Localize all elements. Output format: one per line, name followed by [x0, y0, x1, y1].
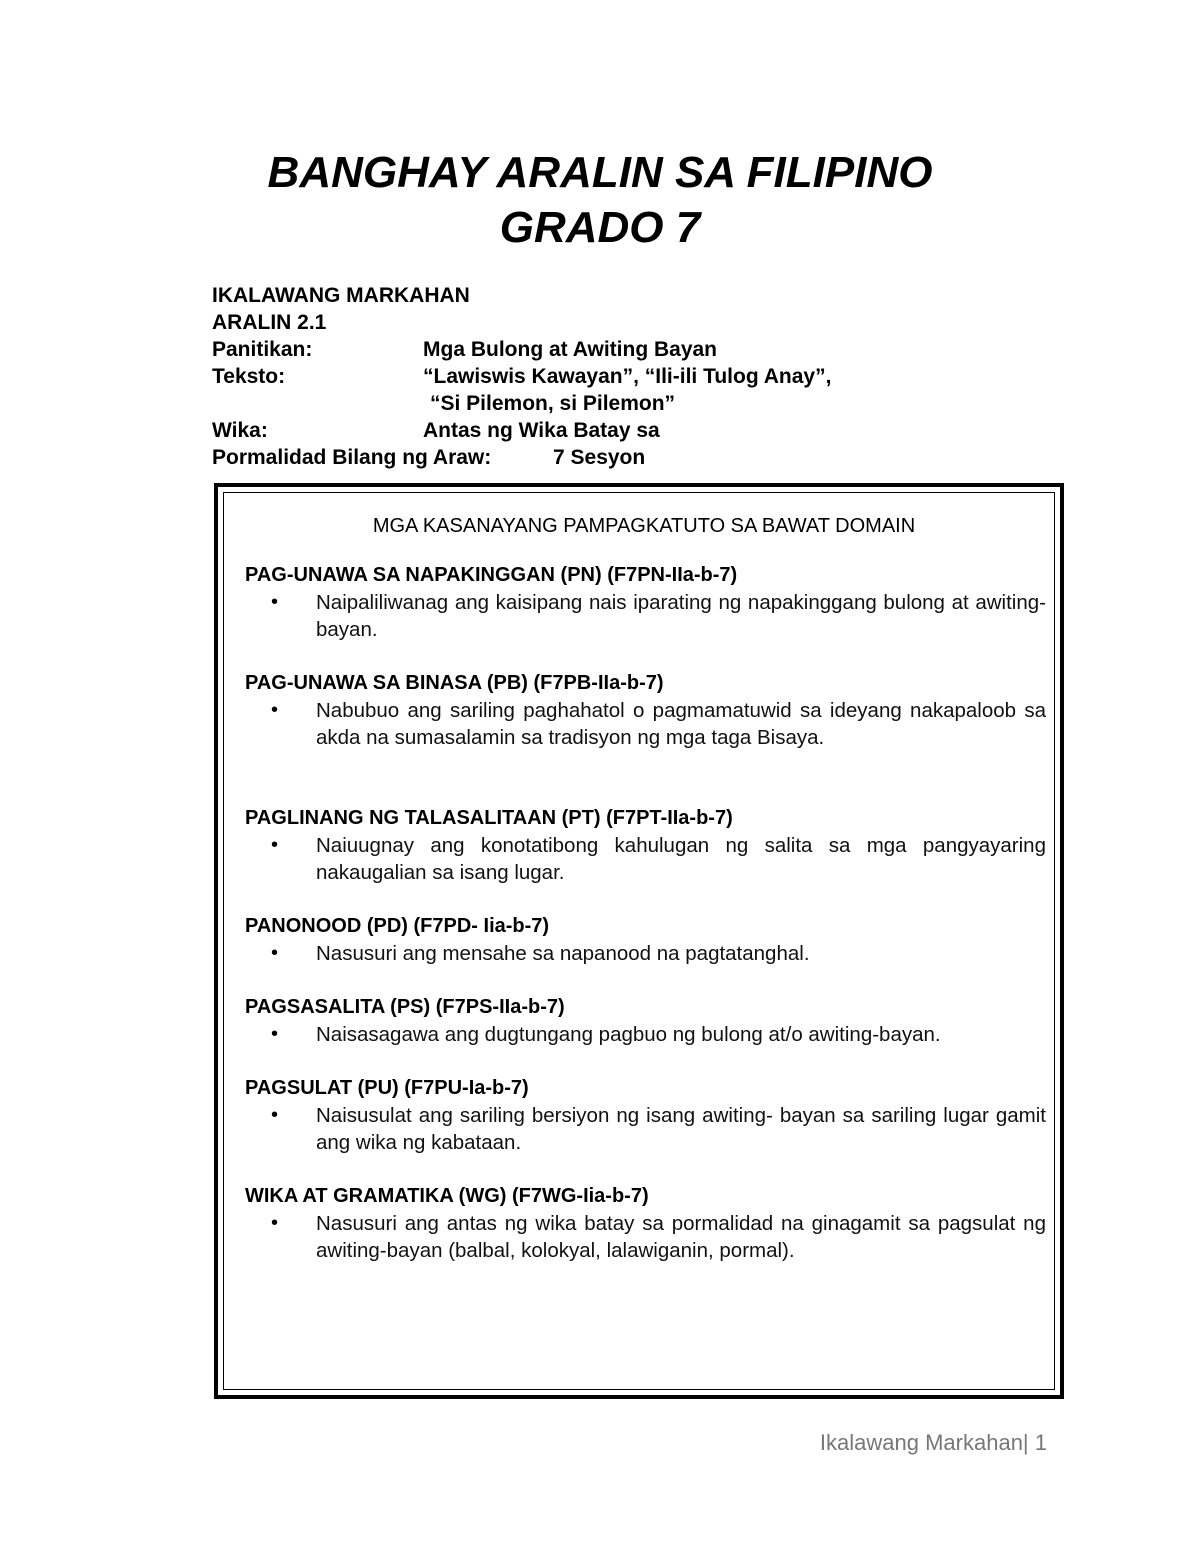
section-heading-pu: PAGSULAT (PU) (F7PU-Ia-b-7) — [245, 1077, 529, 1099]
teksto-value-line2: “Si Pilemon, si Pilemon” — [430, 392, 676, 415]
section-heading-pb: PAG-UNAWA SA BINASA (PB) (F7PB-IIa-b-7) — [245, 672, 664, 694]
bullet-icon: • — [271, 942, 279, 964]
competencies-heading: MGA KASANAYANG PAMPAGKATUTO SA BAWAT DOMAIN — [372, 515, 916, 537]
bullet-icon: • — [271, 834, 279, 856]
panitikan-value: Mga Bulong at Awiting Bayan — [423, 338, 718, 361]
section-bullet-ps: Naisasagawa ang dugtungang pagbuo ng bulong at/o awiting-bayan. — [316, 1023, 941, 1046]
section-bullet-pt: Naiuugnay ang konotatibong kahulugan ng salita sa mga pangyayaring nakaugalian sa isang lugar. — [316, 834, 1046, 884]
page-footer: Ikalawang Markahan| 1 — [819, 1430, 1047, 1455]
competencies-box — [214, 483, 1064, 1399]
teksto-label: Teksto: — [212, 365, 286, 388]
section-heading-pt: PAGLINANG NG TALASALITAAN (PT) (F7PT-IIa-b-7) — [245, 807, 733, 829]
wika-label: Wika: — [212, 419, 268, 442]
teksto-value-line1: “Lawiswis Kawayan”, “Ili-ili Tulog Anay”, — [423, 365, 832, 388]
document-title: BANGHAY ARALIN SA FILIPINO — [267, 148, 933, 197]
pormalidad-bilang-label: Pormalidad Bilang ng Araw: — [212, 446, 492, 469]
bullet-icon: • — [271, 1104, 279, 1126]
section-bullet-pd: Nasusuri ang mensahe sa napanood na pagtatanghal. — [316, 942, 810, 965]
section-bullet-pn: Naipaliliwanag ang kaisipang nais iparating ng napakinggang bulong at awiting-bayan. — [316, 591, 1046, 641]
competencies-box-inner-border — [223, 492, 1055, 1390]
document-subtitle-grade: GRADO 7 — [499, 203, 701, 252]
bullet-icon: • — [271, 699, 279, 721]
section-bullet-wg: Nasusuri ang antas ng wika batay sa pormalidad na ginagamit sa pagsulat ng awiting-bayan (balbal, kolokyal, lalawiganin, pormal). — [316, 1212, 1046, 1262]
bullet-icon: • — [271, 591, 279, 613]
wika-value: Antas ng Wika Batay sa — [423, 419, 660, 442]
panitikan-label: Panitikan: — [212, 338, 313, 361]
section-heading-ps: PAGSASALITA (PS) (F7PS-IIa-b-7) — [245, 996, 565, 1018]
aralin-label: ARALIN 2.1 — [212, 311, 327, 334]
section-bullet-pb: Nabubuo ang sariling paghahatol o pagmamatuwid sa ideyang nakapaloob sa akda na sumasalamin sa tradisyon ng mga taga Bisaya. — [316, 699, 1046, 749]
section-bullet-pu: Naisusulat ang sariling bersiyon ng isang awiting- bayan sa sariling lugar gamit ang wika ng kabataan. — [316, 1104, 1046, 1154]
bullet-icon: • — [271, 1023, 279, 1045]
section-heading-pn: PAG-UNAWA SA NAPAKINGGAN (PN) (F7PN-IIa-b-7) — [245, 564, 738, 586]
section-heading-pd: PANONOOD (PD) (F7PD- Iia-b-7) — [245, 915, 550, 937]
sesyon-value: 7 Sesyon — [553, 446, 646, 469]
bullet-icon: • — [271, 1212, 279, 1234]
section-heading-wg: WIKA AT GRAMATIKA (WG) (F7WG-Iia-b-7) — [245, 1185, 649, 1207]
markahan-label: IKALAWANG MARKAHAN — [212, 284, 470, 307]
